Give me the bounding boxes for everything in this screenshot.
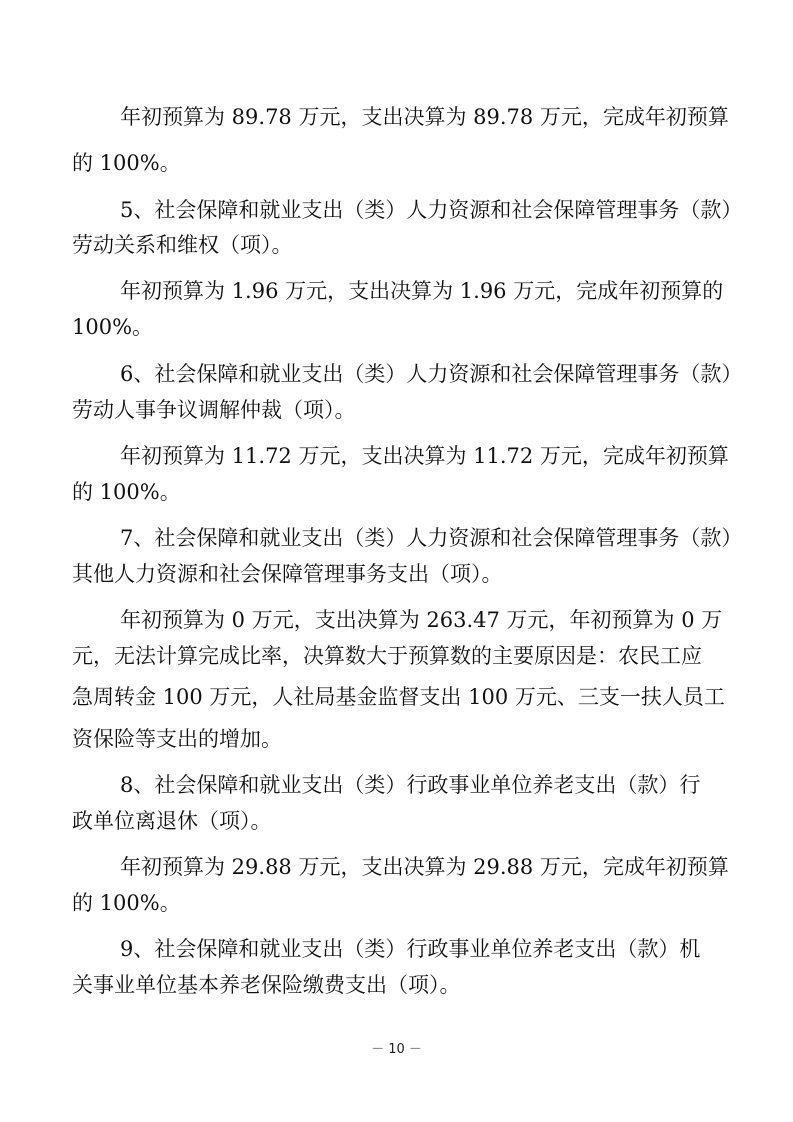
paragraph-line: 资保险等支出的增加。 [72,727,282,751]
paragraph-line: 的 100%。 [72,891,181,915]
paragraph-line: 9、社会保障和就业支出（类）行政事业单位养老支出（款）机 [120,937,701,961]
paragraph-line: 年初预算为 1.96 万元，支出决算为 1.96 万元，完成年初预算的 [120,279,724,303]
paragraph-line: 8、社会保障和就业支出（类）行政事业单位养老支出（款）行 [120,773,701,797]
paragraph-line: 7、社会保障和就业支出（类）人力资源和社会保障管理事务（款） [120,526,743,550]
paragraph-line: 关事业单位基本养老保险缴费支出（项）。 [72,973,461,997]
paragraph-line: 5、社会保障和就业支出（类）人力资源和社会保障管理事务（款） [120,198,743,222]
paragraph-line: 100%。 [72,315,154,339]
paragraph-line: 的 100%。 [72,151,181,175]
paragraph-line: 年初预算为 0 万元，支出决算为 263.47 万元，年初预算为 0 万 [120,608,723,632]
paragraph-line: 年初预算为 89.78 万元，支出决算为 89.78 万元，完成年初预算 [120,105,729,129]
page-number: － 10 － [371,1042,422,1057]
paragraph-line: 劳动人事争议调解仲裁（项）。 [72,398,356,422]
paragraph-line: 年初预算为 29.88 万元，支出决算为 29.88 万元，完成年初预算 [120,855,729,879]
paragraph-line: 政单位离退休（项）。 [72,809,272,833]
paragraph-line: 元，无法计算完成比率，决算数大于预算数的主要原因是：农民工应 [72,644,702,668]
paragraph-line: 年初预算为 11.72 万元，支出决算为 11.72 万元，完成年初预算 [120,444,729,468]
paragraph-line: 6、社会保障和就业支出（类）人力资源和社会保障管理事务（款） [120,362,743,386]
paragraph-line: 劳动关系和维权（项）。 [72,233,293,257]
paragraph-line: 的 100%。 [72,480,181,504]
paragraph-line: 急周转金 100 万元，人社局基金监督支出 100 万元、三支一扶人员工 [72,685,725,709]
paragraph-line: 其他人力资源和社会保障管理事务支出（项）。 [72,562,503,586]
